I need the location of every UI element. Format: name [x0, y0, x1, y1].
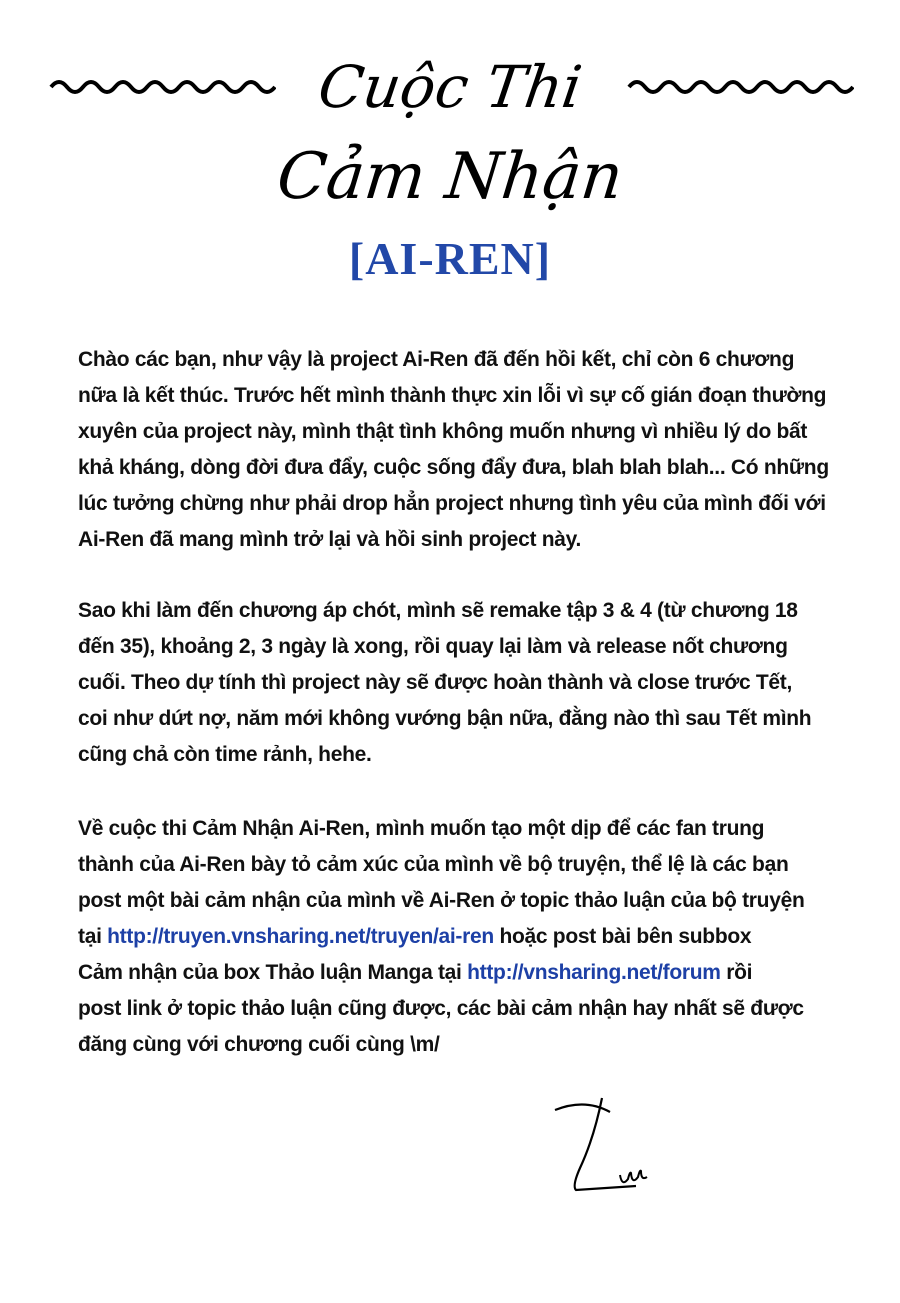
text-line: lúc tưởng chừng như phải drop hẳn project nhưng tình yêu của mình đối với — [78, 492, 826, 515]
text-line: đăng cùng với chương cuối cùng \m/ — [78, 1033, 440, 1056]
text-line: cũng chả còn time rảnh, hehe. — [78, 743, 372, 766]
decorative-squiggle-left-icon — [46, 72, 276, 102]
signature-luu — [540, 1090, 660, 1200]
paragraph-2 — [78, 593, 838, 773]
paragraph-3 — [78, 811, 838, 1063]
title-line-1 — [0, 48, 900, 121]
text-segment: rồi — [720, 961, 753, 984]
text-line: xuyên của project này, mình thật tình không muốn nhưng vì nhiều lý do bất — [78, 420, 808, 443]
text-line: cuối. Theo dự tính thì project này sẽ được hoàn thành và close trước Tết, — [78, 671, 793, 694]
text-line: Ai-Ren đã mang mình trở lại và hồi sinh project này. — [78, 528, 582, 551]
text-line-with-link — [78, 919, 838, 955]
paragraph-1 — [78, 342, 838, 558]
decorative-squiggle-right-icon — [624, 72, 854, 102]
text-segment: tại — [78, 925, 108, 948]
text-line: Về cuộc thi Cảm Nhận Ai-Ren, mình muốn tạo một dịp để các fan trung — [78, 817, 765, 840]
text-line: post một bài cảm nhận của mình về Ai-Ren ở topic thảo luận của bộ truyện — [78, 889, 805, 912]
forum-link[interactable]: http://vnsharing.net/forum — [467, 961, 721, 984]
truyen-link[interactable]: http://truyen.vnsharing.net/truyen/ai-ren — [107, 925, 494, 948]
text-line: thành của Ai-Ren bày tỏ cảm xúc của mình về bộ truyện, thể lệ là các bạn — [78, 853, 789, 876]
title-cuoc-thi: Cuộc Thi — [314, 52, 586, 121]
text-line: nữa là kết thúc. Trước hết mình thành thực xin lỗi vì sự cố gián đoạn thường — [78, 384, 827, 407]
project-tag: [AI-REN] — [348, 233, 552, 284]
text-line: Chào các bạn, như vậy là project Ai-Ren đã đến hồi kết, chỉ còn 6 chương — [78, 348, 795, 371]
text-line: coi như dứt nợ, năm mới không vướng bận nữa, đằng nào thì sau Tết mình — [78, 707, 812, 730]
text-segment: Cảm nhận của box Thảo luận Manga tại — [78, 961, 468, 984]
text-line: khả kháng, dòng đời đưa đẩy, cuộc sống đẩy đưa, blah blah blah... Có những — [78, 456, 829, 479]
text-line: đến 35), khoảng 2, 3 ngày là xong, rồi quay lại làm và release nốt chương — [78, 635, 788, 658]
text-line-with-link — [78, 955, 838, 991]
title-cam-nhan: Cảm Nhận — [273, 140, 627, 214]
text-line: post link ở topic thảo luận cũng được, các bài cảm nhận hay nhất sẽ được — [78, 997, 804, 1020]
text-line: Sao khi làm đến chương áp chót, mình sẽ remake tập 3 & 4 (từ chương 18 — [78, 599, 798, 622]
text-segment: hoặc post bài bên subbox — [493, 925, 752, 948]
